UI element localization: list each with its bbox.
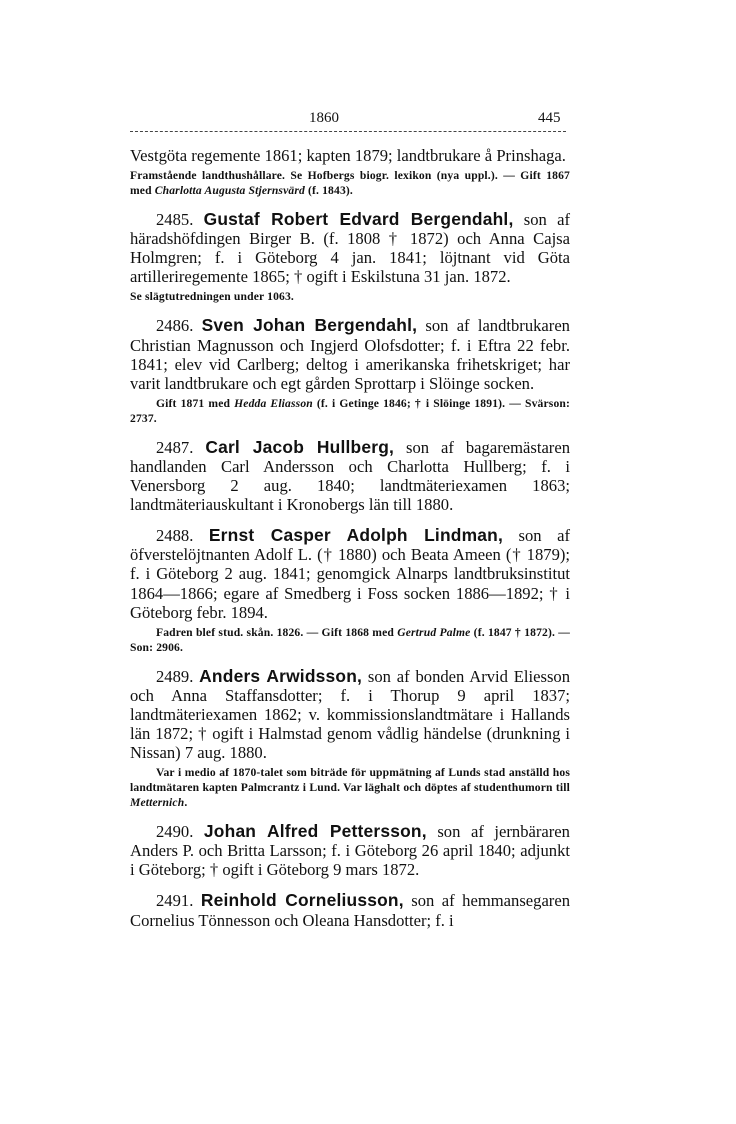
nickname: Metternich [130, 796, 185, 810]
entry-number: 2485. [156, 210, 194, 230]
spouse-name: Gertrud Palme [397, 625, 471, 639]
entry-note: Se slägtutredningen under 1063. [130, 290, 294, 304]
person-name: Ernst Casper Adolph Lindman, [208, 525, 504, 546]
entry-text: 2485. Gustaf Robert Edvard Bergendahl, son af häradshöfdingen Birger B. (f. 1808 † 1872) och Anna Cajsa Holmgren; f. i Göteborg 4 jan. 1841; löjtnant vid Göta artilleriregemente 1865; † ogift i Eskilstuna 31 jan. 1872. [130, 209, 570, 287]
header-year: 1860 [309, 110, 339, 126]
person-name: Anders Arwidsson, [199, 665, 363, 686]
entry-text: 2487. Carl Jacob Hullberg, son af bagaremästaren handlanden Carl Andersson och Charlotta Hullberg; f. i Venersborg 2 aug. 1840; landtmäteriexamen 1863; landtmäteriauskultant i Kronobergs län till 1880. [130, 436, 570, 515]
entry-number: 2486. [156, 316, 194, 336]
running-header [0, 108, 736, 132]
entry-2490 [130, 822, 570, 879]
entry-text: 2486. Sven Johan Bergendahl, son af landtbrukaren Christian Magnusson och Ingjerd Olofsdotter; f. i Eftra 22 febr. 1841; elev vid Carlberg; deltog i amerikanska frihetskriget; har varit landtbrukare och egt gården Sprottarp i Slöinge socken. [130, 315, 570, 393]
entry-text: Vestgöta regemente 1861; kapten 1879; landtbrukare å Prinshaga. [130, 146, 566, 165]
entry-continuation [130, 146, 570, 198]
person-name: Johan Alfred Pettersson, [203, 821, 427, 842]
entry-2486 [130, 316, 570, 425]
entry-text: 2488. Ernst Casper Adolph Lindman, son af öfverstelöjtnanten Adolf L. († 1880) och Beata Ameen († 1879); f. i Göteborg 2 aug. 1841; genomgick Alnarps landtbruksinstitut 1864—1866; egare af Smedberg i Foss socken 1886—1892; † i Göteborg febr. 1894. [130, 525, 570, 622]
entry-number: 2491. [156, 891, 194, 911]
person-name: Gustaf Robert Edvard Bergendahl, [203, 209, 514, 230]
entry-text: 2490. Johan Alfred Pettersson, son af jernbäraren Anders P. och Britta Larsson; f. i Göteborg 26 april 1840; adjunkt i Göteborg; † ogift i Göteborg 9 mars 1872. [130, 821, 570, 880]
entry-2491 [130, 891, 570, 929]
page-number: 445 [538, 110, 561, 126]
spouse-name: Hedda Eliasson [234, 396, 313, 410]
entry-note: Gift 1871 med Hedda Eliasson (f. i Getinge 1846; † i Slöinge 1891). — Svärson: 2737. [130, 396, 570, 425]
entry-note: Framstående landthushållare. Se Hofbergs biogr. lexikon (nya uppl.). — Gift 1867 med Charlotta Augusta Stjernsvärd (f. 1843). [130, 169, 570, 198]
person-name: Reinhold Corneliusson, [200, 890, 404, 911]
entry-number: 2487. [156, 437, 194, 457]
entry-2485 [130, 210, 570, 304]
entry-note: Var i medio af 1870-talet som biträde för uppmätning af Lunds stad anställd hos landtmätaren kapten Palmcrantz i Lund. Var läghalt och döptes af studenthumorn till Metternich. [130, 766, 570, 810]
entry-note: Fadren blef stud. skån. 1826. — Gift 1868 med Gertrud Palme (f. 1847 † 1872). — Son: 2906. [130, 625, 571, 654]
person-name: Carl Jacob Hullberg, [205, 436, 395, 457]
entry-2488 [130, 526, 570, 654]
header-rule [130, 131, 566, 132]
entry-number: 2488. [156, 526, 194, 546]
entry-2489 [130, 667, 570, 810]
person-name: Sven Johan Bergendahl, [201, 315, 418, 336]
spouse-name: Charlotta Augusta Stjernsvärd [154, 184, 305, 198]
entry-text: 2491. Reinhold Corneliusson, son af hemmansegaren Cornelius Tönnesson och Oleana Hansdotter; f. i [130, 890, 570, 930]
entry-number: 2490. [156, 822, 194, 842]
entry-2487 [130, 438, 570, 514]
entry-text: 2489. Anders Arwidsson, son af bonden Arvid Eliesson och Anna Staffansdotter; f. i Thorup 9 april 1837; landtmäteriexamen 1862; v. kommissionslandtmätare i Hallands län 1872; † ogift i Halmstad genom vådlig händelse (drunkning i Nissan) 7 aug. 1880. [130, 665, 570, 763]
page-content [130, 146, 570, 930]
entry-number: 2489. [156, 666, 194, 686]
